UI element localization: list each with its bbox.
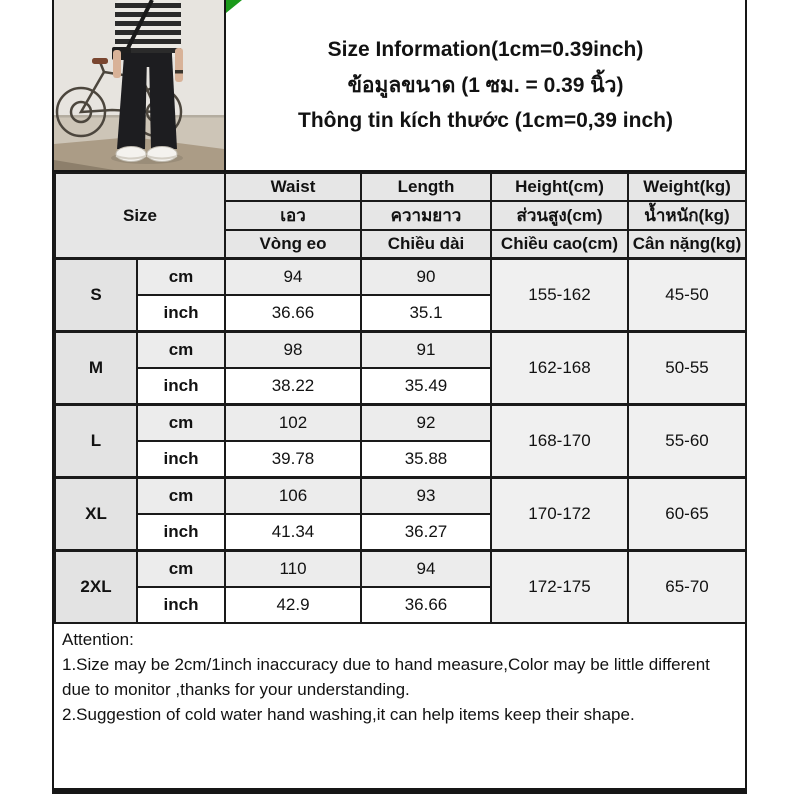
size-label: M	[55, 332, 137, 405]
size-table	[54, 172, 747, 624]
unit-inch-cell: inch	[137, 295, 225, 332]
length-cm-value: 92	[361, 405, 491, 442]
unit-inch-cell: inch	[137, 441, 225, 478]
waist-inch-value: 41.34	[225, 514, 361, 551]
table-row	[55, 551, 746, 588]
size-label: S	[55, 259, 137, 332]
length-cm-value: 90	[361, 259, 491, 296]
size-label: 2XL	[55, 551, 137, 624]
unit-cm-cell: cm	[137, 478, 225, 515]
waist-cm-value: 94	[225, 259, 361, 296]
waist-header-th: เอว	[225, 201, 361, 230]
weight-range: 45-50	[628, 259, 746, 332]
height-header-en: Height(cm)	[491, 173, 628, 201]
attention-note-2: 2.Suggestion of cold water hand washing,it can help items keep their shape.	[62, 705, 635, 724]
right-arm	[175, 48, 183, 82]
waist-cm-value: 106	[225, 478, 361, 515]
height-header-vi: Chiều cao(cm)	[491, 230, 628, 259]
weight-range: 60-65	[628, 478, 746, 551]
attention-section	[54, 624, 745, 788]
size-chart-sheet	[52, 0, 747, 794]
title-vietnamese: Thông tin kích thước (1cm=0,39 inch)	[298, 108, 673, 132]
unit-cm-cell: cm	[137, 551, 225, 588]
size-column-header: Size	[55, 173, 225, 259]
unit-cm-cell: cm	[137, 259, 225, 296]
length-header-th: ความยาว	[361, 201, 491, 230]
title-block	[226, 0, 745, 170]
length-cm-value: 94	[361, 551, 491, 588]
wristwatch	[175, 70, 183, 74]
waist-inch-value: 42.9	[225, 587, 361, 623]
table-row	[55, 332, 746, 369]
green-corner-flag-icon	[226, 0, 242, 13]
waist-inch-value: 36.66	[225, 295, 361, 332]
waist-inch-value: 38.22	[225, 368, 361, 405]
length-cm-value: 93	[361, 478, 491, 515]
attention-heading: Attention:	[62, 630, 134, 649]
length-inch-value: 35.88	[361, 441, 491, 478]
height-header-th: ส่วนสูง(cm)	[491, 201, 628, 230]
unit-inch-cell: inch	[137, 514, 225, 551]
height-range: 162-168	[491, 332, 628, 405]
length-inch-value: 36.27	[361, 514, 491, 551]
product-photo	[54, 0, 226, 170]
waist-cm-value: 110	[225, 551, 361, 588]
unit-cm-cell: cm	[137, 405, 225, 442]
length-inch-value: 35.49	[361, 368, 491, 405]
title-thai: ข้อมูลขนาด (1 ซม. = 0.39 นิ้ว)	[347, 73, 624, 97]
weight-range: 50-55	[628, 332, 746, 405]
waist-cm-value: 98	[225, 332, 361, 369]
length-header-en: Length	[361, 173, 491, 201]
length-inch-value: 36.66	[361, 587, 491, 623]
table-row	[55, 405, 746, 442]
weight-header-th: น้ำหนัก(kg)	[628, 201, 746, 230]
waist-header-en: Waist	[225, 173, 361, 201]
size-label: XL	[55, 478, 137, 551]
weight-header-vi: Cân nặng(kg)	[628, 230, 746, 259]
length-inch-value: 35.1	[361, 295, 491, 332]
weight-range: 65-70	[628, 551, 746, 624]
title-english: Size Information(1cm=0.39inch)	[327, 37, 644, 61]
weight-header-en: Weight(kg)	[628, 173, 746, 201]
waist-header-vi: Vòng eo	[225, 230, 361, 259]
table-row	[55, 259, 746, 296]
attention-note-1: 1.Size may be 2cm/1inch inaccuracy due to hand measure,Color may be little different due to monitor ,thanks for your understanding.	[62, 655, 710, 699]
unit-inch-cell: inch	[137, 587, 225, 623]
weight-range: 55-60	[628, 405, 746, 478]
height-range: 170-172	[491, 478, 628, 551]
header-section	[54, 0, 745, 172]
size-label: L	[55, 405, 137, 478]
waist-cm-value: 102	[225, 405, 361, 442]
model-photo-illustration	[54, 0, 224, 170]
height-range: 168-170	[491, 405, 628, 478]
height-range: 172-175	[491, 551, 628, 624]
waist-inch-value: 39.78	[225, 441, 361, 478]
unit-inch-cell: inch	[137, 368, 225, 405]
length-header-vi: Chiều dài	[361, 230, 491, 259]
table-row	[55, 478, 746, 515]
unit-cm-cell: cm	[137, 332, 225, 369]
height-range: 155-162	[491, 259, 628, 332]
bicycle-seat	[92, 58, 108, 64]
length-cm-value: 91	[361, 332, 491, 369]
left-arm	[113, 50, 121, 78]
